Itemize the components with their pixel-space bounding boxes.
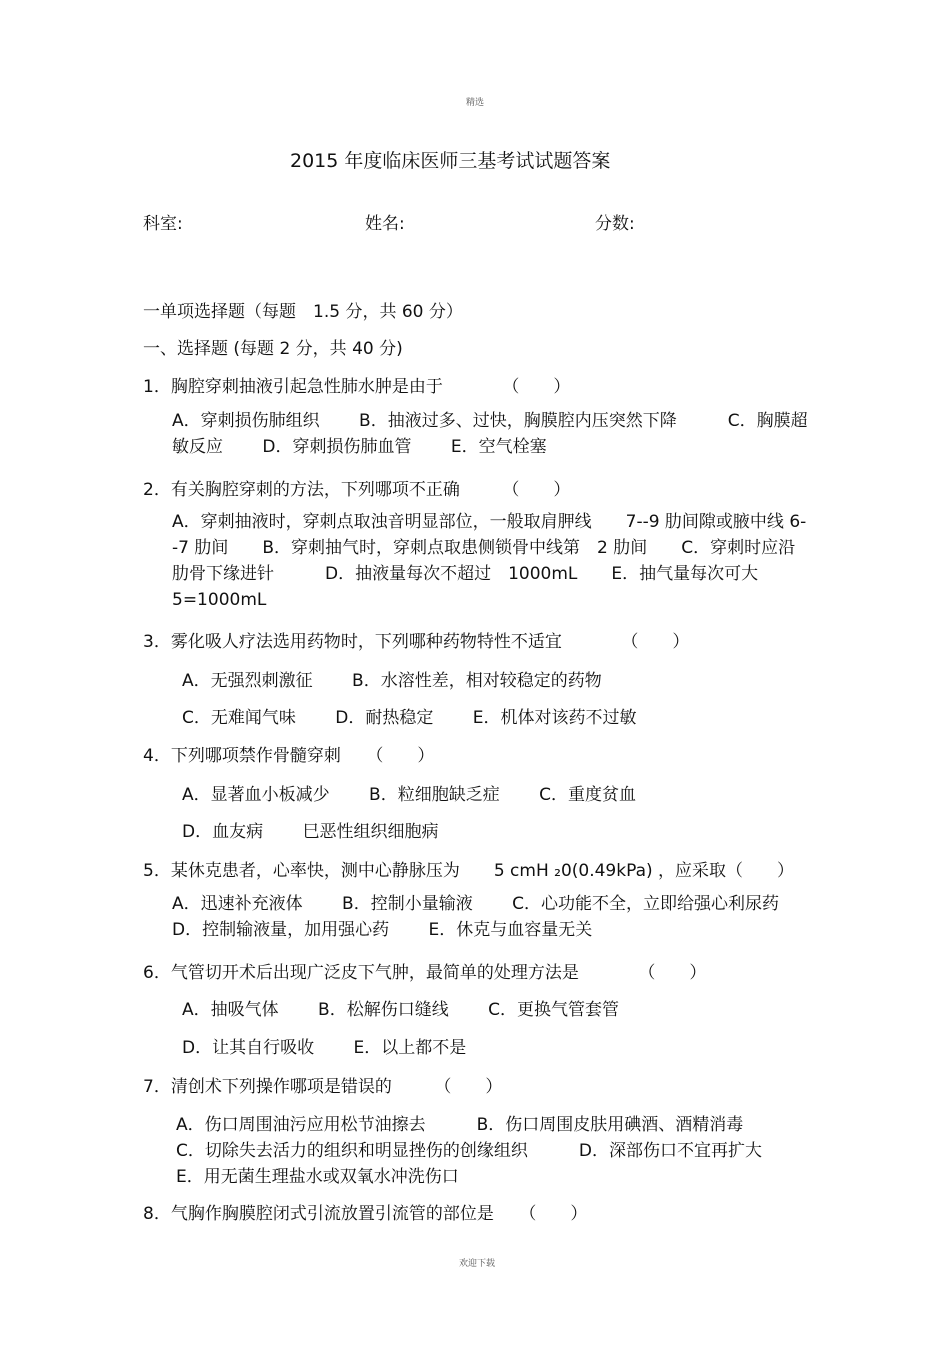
dept-field-label: 科室: [143, 214, 183, 234]
question-7-options-line-1: A．伤口周围油污应用松节油擦去 B．伤口周围皮肤用碘酒、酒精消毒 [176, 1115, 744, 1135]
question-7-options-line-3: E．用无菌生理盐水或双氧水冲洗伤口 [176, 1167, 459, 1187]
question-7-stem: 7．清创术下列操作哪项是错误的 （ ） [143, 1077, 503, 1097]
question-7-options-line-2: C．切除失去活力的组织和明显挫伤的创缘组织 D．深部伤口不宜再扩大 [176, 1141, 762, 1161]
header-mark: 精选 [466, 98, 485, 108]
question-4-options-line-1: A．显著血小板减少 B．粒细胞缺乏症 C．重度贫血 [182, 785, 636, 805]
question-6-options-line-2: D．让其自行吸收 E．以上都不是 [182, 1038, 467, 1058]
question-5-stem: 5．某休克患者，心率快，测中心静脉压为 5 cmH ₂0(0.49kPa) ，应采取（ ） [143, 861, 795, 881]
question-1-stem: 1．胸腔穿刺抽液引起急性肺水肿是由于 （ ） [143, 377, 571, 397]
section-heading-2: 一、选择题 (每题 2 分，共 40 分) [143, 339, 403, 359]
question-8-stem: 8．气胸作胸膜腔闭式引流放置引流管的部位是 （ ） [143, 1204, 588, 1224]
name-field-label: 姓名: [365, 214, 405, 234]
section-heading-1: 一单项选择题（每题 1.5 分，共 60 分） [143, 302, 463, 322]
footer-mark: 欢迎下载 [459, 1259, 496, 1269]
question-2-stem: 2．有关胸腔穿刺的方法，下列哪项不正确 （ ） [143, 480, 571, 500]
question-2-options: A．穿刺抽液时，穿刺点取浊音明显部位，一般取肩胛线 7--9 肋间隙或腋中线 6--7 肋间 B．穿刺抽气时，穿刺点取患侧锁骨中线第 2 肋间 C．穿刺时应沿肋骨下缘进针 D．抽液量每次不超过 1000mL E．抽气量每次可大 5=1000mL [172, 512, 807, 610]
question-3-options-line-1: A．无强烈刺激征 B．水溶性差，相对较稳定的药物 [182, 671, 602, 691]
question-6-options-line-1: A．抽吸气体 B．松解伤口缝线 C．更换气管套管 [182, 1000, 619, 1020]
question-4-stem: 4．下列哪项禁作骨髓穿刺 （ ） [143, 746, 435, 766]
question-3-stem: 3．雾化吸人疗法选用药物时，下列哪种药物特性不适宜 （ ） [143, 632, 690, 652]
score-field-label: 分数: [595, 214, 635, 234]
question-5-options: A．迅速补充液体 B．控制小量输液 C．心功能不全，立即给强心利尿药 D．控制输液量，加用强心药 E．休克与血容量无关 [172, 894, 819, 940]
question-1-options: A．穿刺损伤肺组织 B．抽液过多、过快，胸膜腔内压突然下降 C．胸膜超敏反应 D．穿刺损伤肺血管 E．空气栓塞 [172, 411, 808, 457]
question-6-stem: 6．气管切开术后出现广泛皮下气肿，最简单的处理方法是 （ ） [143, 963, 707, 983]
page-title: 2015 年度临床医师三基考试试题答案 [290, 150, 611, 172]
question-3-options-line-2: C．无难闻气味 D．耐热稳定 E．机体对该药不过敏 [182, 708, 637, 728]
question-4-options-line-2: D．血友病 巳恶性组织细胞病 [182, 822, 439, 842]
